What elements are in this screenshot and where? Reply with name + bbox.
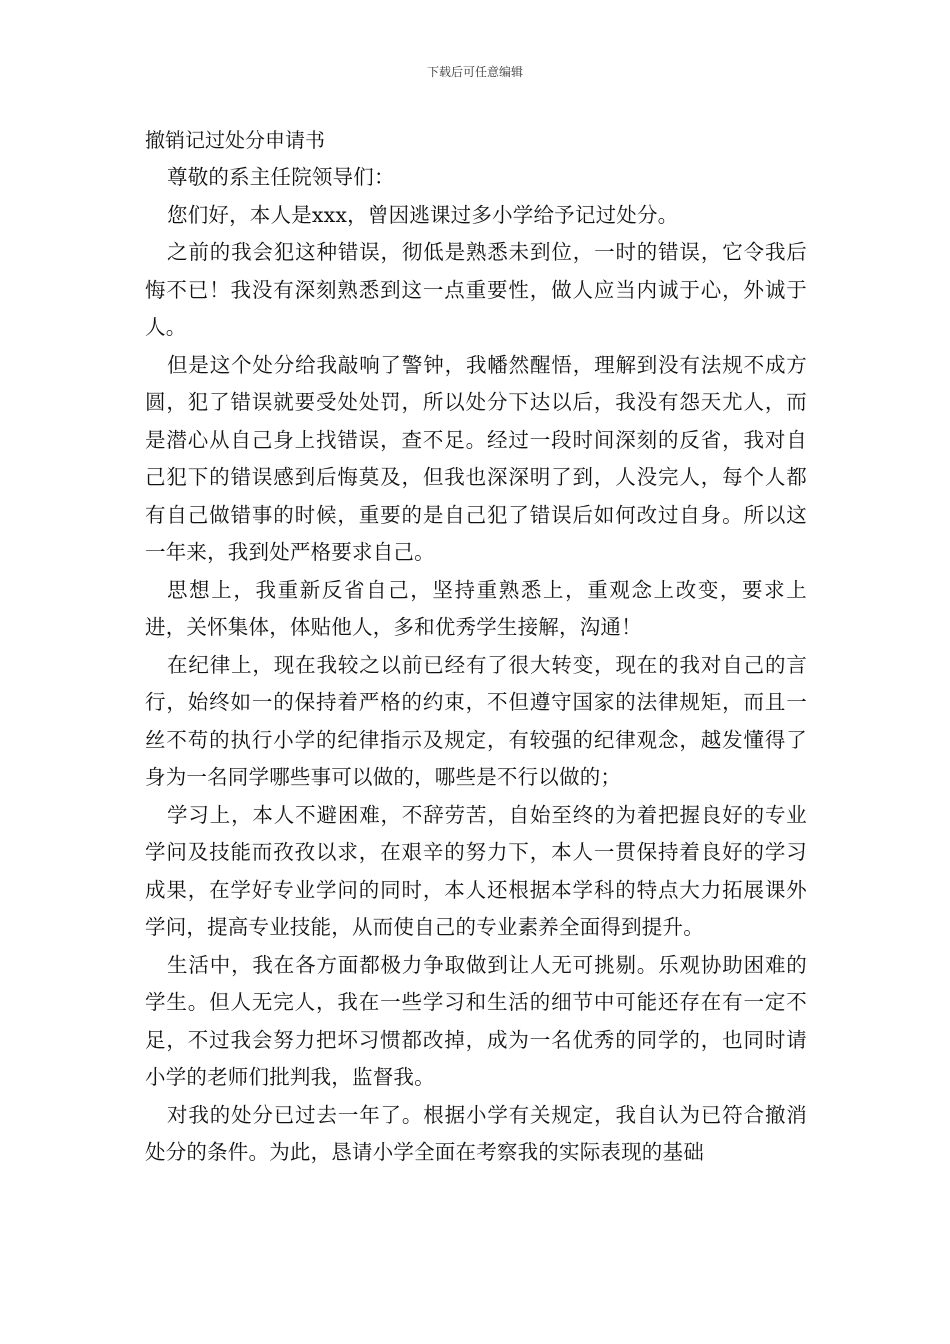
document-title: 撤销记过处分申请书 bbox=[145, 128, 325, 152]
document-body bbox=[145, 122, 807, 1172]
salutation: 尊敬的系主任院领导们： bbox=[167, 165, 395, 189]
paragraph-study: 学习上，本人不避困难，不辞劳苦，自始至终的为着把握良好的专业学问及技能而孜孜以求，在艰辛的努力下，本人一贯保持着良好的学习成果，在学好专业学问的同时，本人还根据本学科的特点大力拓展课外学问，提高专业技能，从而使自己的专业素养全面得到提升。 bbox=[145, 802, 807, 939]
paragraph-life: 生活中，我在各方面都极力争取做到让人无可挑剔。乐观协助困难的学生。但人无完人，我在一些学习和生活的细节中可能还存在有一定不足，不过我会努力把坏习惯都改掉，成为一名优秀的同学的，也同时请小学的老师们批判我，监督我。 bbox=[145, 952, 807, 1089]
paragraph-reflection: 但是这个处分给我敲响了警钟，我幡然醒悟，理解到没有法规不成方圆，犯了错误就要受处处罚，所以处分下达以后，我没有怨天尤人，而是潜心从自己身上找错误，查不足。经过一段时间深刻的反省，我对自己犯下的错误感到后悔莫及，但我也深深明了到，人没完人，每个人都有自己做错事的时候，重要的是自己犯了错误后如何改过自身。所以这一年来，我到处严格要求自己。 bbox=[145, 352, 807, 564]
paragraph-request: 对我的处分已过去一年了。根据小学有关规定，我自认为已符合撤消处分的条件。为此，恳请小学全面在考察我的实际表现的基础 bbox=[145, 1102, 807, 1164]
paragraph-discipline: 在纪律上，现在我较之以前已经有了很大转变，现在的我对自己的言行，始终如一的保持着严格的约束，不但遵守国家的法律规矩，而且一丝不苟的执行小学的纪律指示及规定，有较强的纪律观念，越发懂得了身为一名同学哪些事可以做的，哪些是不行以做的； bbox=[145, 652, 807, 789]
paragraph-greeting: 您们好，本人是xxx，曾因逃课过多小学给予记过处分。 bbox=[167, 202, 679, 227]
page-header-note: 下载后可任意编辑 bbox=[426, 65, 523, 79]
paragraph-thought: 思想上，我重新反省自己，坚持重熟悉上，重观念上改变，要求上进，关怀集体，体贴他人，多和优秀学生接解，沟通！ bbox=[145, 577, 807, 639]
paragraph-mistake: 之前的我会犯这种错误，彻低是熟悉未到位，一时的错误，它令我后悔不已！我没有深刻熟悉到这一点重要性，做人应当内诚于心，外诚于人。 bbox=[145, 240, 807, 339]
